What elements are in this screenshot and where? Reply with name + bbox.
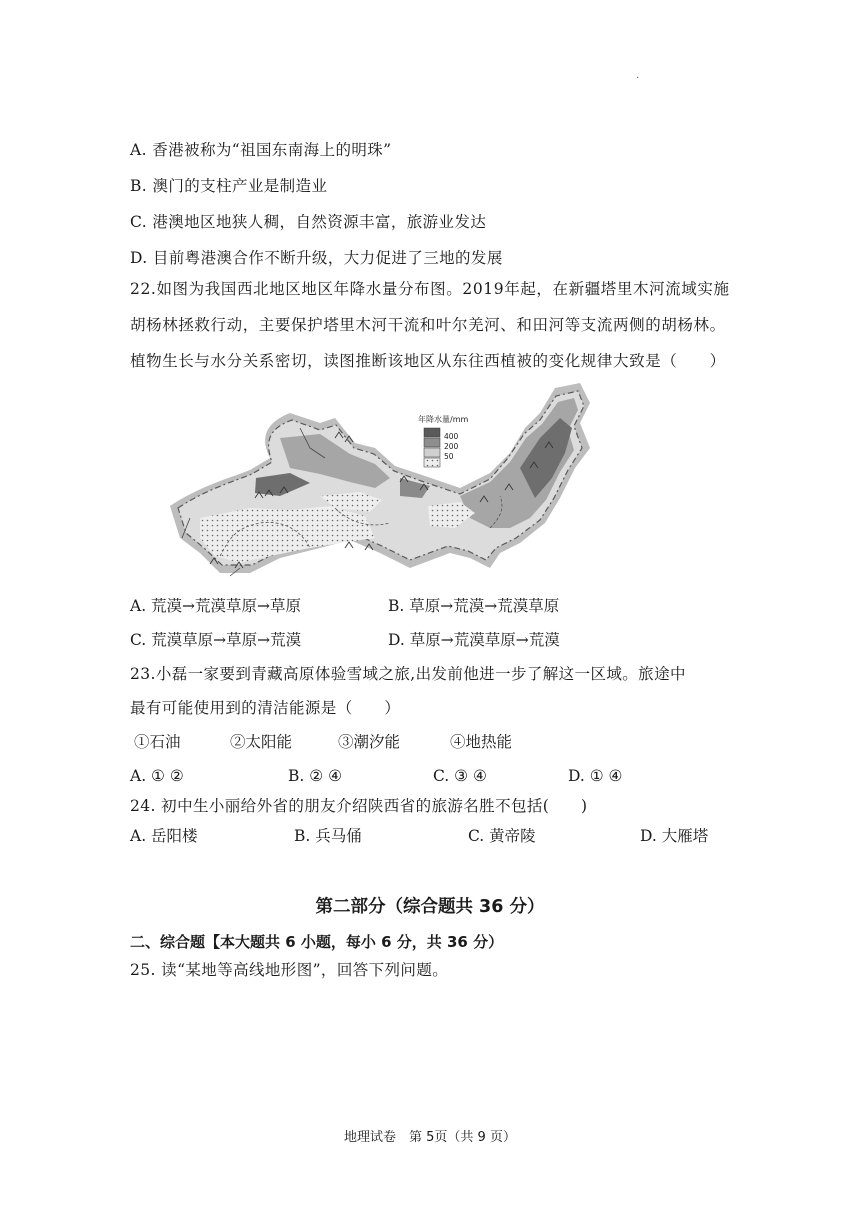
- page-footer: 地理试卷 第 5页（共 9 页）: [344, 1130, 516, 1145]
- q24-stem: 24. 初中生小丽给外省的朋友介绍陕西省的旅游名胜不包括( ): [130, 797, 588, 815]
- legend-value-50: 50: [444, 452, 454, 461]
- q23-option-c: C. ③ ④: [433, 767, 487, 785]
- q25-stem: 25. 读“某地等高线地形图”，回答下列问题。: [130, 961, 449, 979]
- q21-option-d: D. 目前粤港澳合作不断升级，大力促进了三地的发展: [130, 249, 503, 267]
- q22-option-d: D. 草原→荒漠草原→荒漠: [388, 631, 560, 649]
- q23-item-4: ④地热能: [450, 733, 513, 751]
- corner-mark: .: [636, 70, 640, 81]
- q21-option-c: C. 港澳地区地狭人稠，自然资源丰富，旅游业发达: [130, 213, 487, 231]
- q22-option-c: C. 荒漠草原→草原→荒漠: [130, 631, 302, 649]
- q22-option-a: A. 荒漠→荒漠草原→草原: [130, 597, 302, 615]
- q24-option-b: B. 兵马俑: [294, 827, 362, 845]
- q23-option-b: B. ② ④: [288, 767, 342, 785]
- q22-stem: 22.如图为我国西北地区地区年降水量分布图。2019年起，在新疆塔里木河流域实施胡杨林拯救行动，主要保护塔里木河干流和叶尔羌河、和田河等支流两侧的胡杨林。植物生长与水分关系密切，读图推断该地区从东往西植被的变化规律大致是（ ）: [130, 280, 730, 370]
- legend-value-200: 200: [444, 442, 459, 451]
- map-legend: [418, 414, 468, 467]
- precipitation-map: [160, 378, 600, 578]
- legend-title: 年降水量/mm: [418, 415, 469, 424]
- q24-option-a: A. 岳阳楼: [130, 827, 198, 845]
- part2-subtitle: 二、综合题【本大题共 6 小题，每小 6 分，共 36 分）: [130, 933, 504, 951]
- q21-option-a: A. 香港被称为“祖国东南海上的明珠”: [130, 141, 392, 159]
- q24-option-c: C. 黄帝陵: [468, 827, 536, 845]
- q23-item-3: ③潮汐能: [338, 733, 401, 751]
- q24-option-d: D. 大雁塔: [640, 827, 709, 845]
- q23-stem-line1: 23.小磊一家要到青藏高原体验雪域之旅,出发前他进一步了解这一区域。旅途中: [130, 665, 686, 683]
- q23-stem-line2: 最有可能使用到的清洁能源是（ ）: [130, 699, 401, 717]
- q23-item-2: ②太阳能: [230, 733, 293, 751]
- q23-option-d: D. ① ④: [568, 767, 623, 785]
- q23-option-a: A. ① ②: [130, 767, 184, 785]
- q22-option-b: B. 草原→荒漠→荒漠草原: [388, 597, 560, 615]
- q21-option-b: B. 澳门的支柱产业是制造业: [130, 177, 328, 195]
- part2-title: 第二部分（综合题共 36 分）: [315, 897, 545, 917]
- q23-item-1: ①石油: [134, 733, 181, 751]
- legend-value-400: 400: [444, 432, 459, 441]
